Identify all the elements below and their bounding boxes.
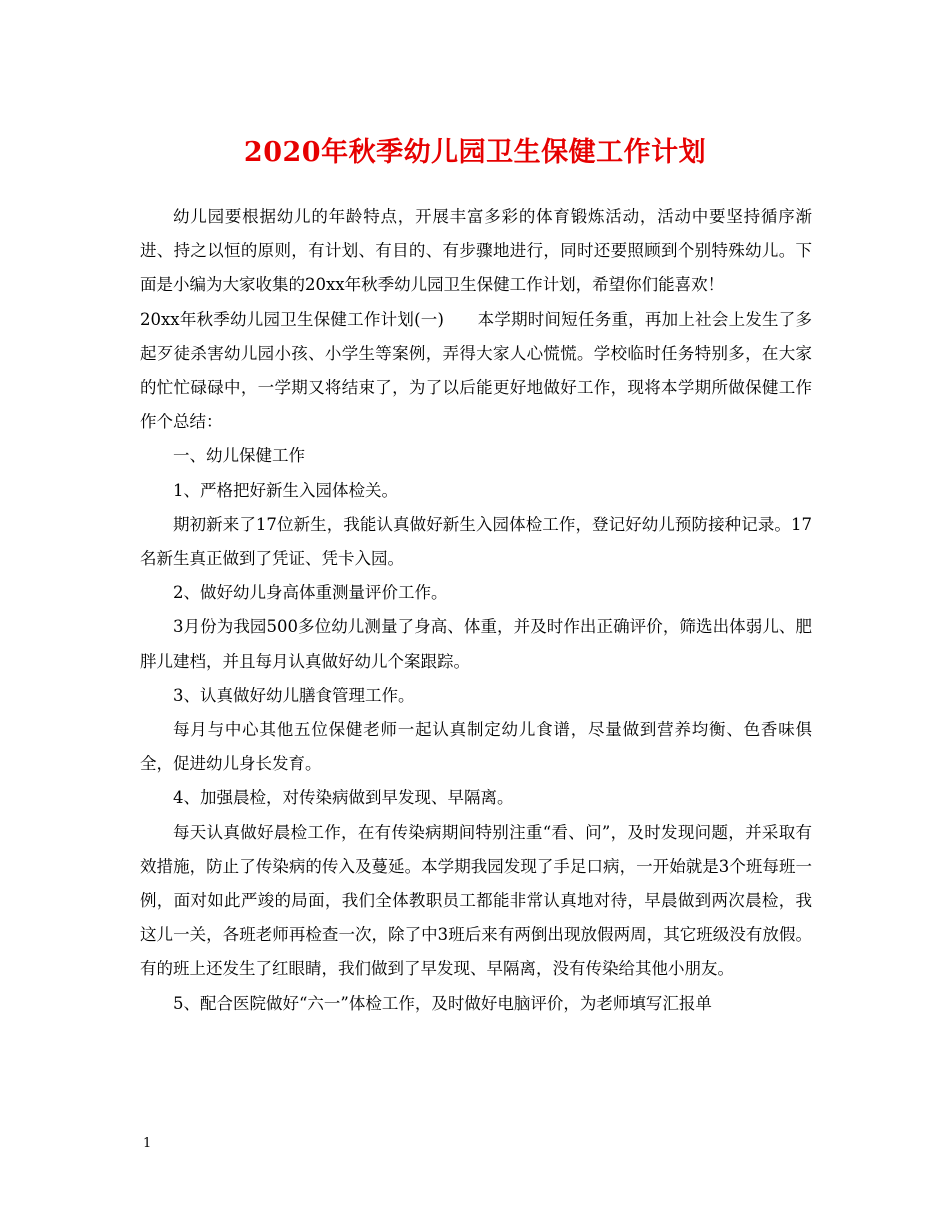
section-heading: 一、幼儿保健工作 — [173, 446, 305, 466]
item-heading: 1、严格把好新生入园体检关。 — [173, 480, 398, 500]
page-number: 1 — [143, 1136, 152, 1151]
document-body — [140, 200, 812, 1021]
paragraph: 3月份为我园500多位幼儿测量了身高、体重，并及时作出正确评价，筛选出体弱儿、肥胖儿建档，并且每月认真做好幼儿个案跟踪。 — [140, 617, 812, 671]
item-heading: 2、做好幼儿身高体重测量评价工作。 — [173, 583, 448, 603]
document-title: 2020年秋季幼儿园卫生保健工作计划 — [243, 137, 707, 168]
item-heading: 5、配合医院做好“六一”体检工作，及时做好电脑评价，为老师填写汇报单 — [173, 993, 712, 1013]
paragraph: 期初新来了17位新生，我能认真做好新生入园体检工作，登记好幼儿预防接种记录。17名新生真正做到了凭证、凭卡入园。 — [140, 514, 812, 569]
paragraph: 每天认真做好晨检工作，在有传染病期间特别注重“看、问”，及时发现问题，并采取有效措施，防止了传染病的传入及蔓延。本学期我园发现了手足口病，一开始就是3个班每班一例，面对如此严竣的局面，我们全体教职员工都能非常认真地对待，早晨做到两次晨检，我这儿一关，各班老师再检查一次，除了中3班后来有两倒出现放假两周，其它班级没有放假。有的班上还发生了红眼睛，我们做到了早发现、早隔离，没有传染给其他小朋友。 — [140, 822, 812, 979]
item-heading: 3、认真做好幼儿膳食管理工作。 — [173, 685, 415, 705]
paragraph-plan-one: 20xx年秋季幼儿园卫生保健工作计划(一) 本学期时间短任务重，再加上社会上发生了多起歹徒杀害幼儿园小孩、小学生等案例，弄得大家人心慌慌。学校临时任务特别多，在大家的忙忙碌碌中，一学期又将结束了，为了以后能更好地做好工作，现将本学期所做保健工作作个总结： — [140, 309, 812, 432]
paragraph-intro: 幼儿园要根据幼儿的年龄特点，开展丰富多彩的体育锻炼活动，活动中要坚持循序渐进、持之以恒的原则，有计划、有目的、有步骤地进行，同时还要照顾到个别特殊幼儿。下面是小编为大家收集的20xx年秋季幼儿园卫生保健工作计划，希望你们能喜欢！ — [140, 207, 812, 295]
item-heading: 4、加强晨检，对传染病做到早发现、早隔离。 — [173, 788, 514, 808]
paragraph: 每月与中心其他五位保健老师一起认真制定幼儿食谱，尽量做到营养均衡、色香味俱全，促进幼儿身长发育。 — [140, 720, 812, 774]
